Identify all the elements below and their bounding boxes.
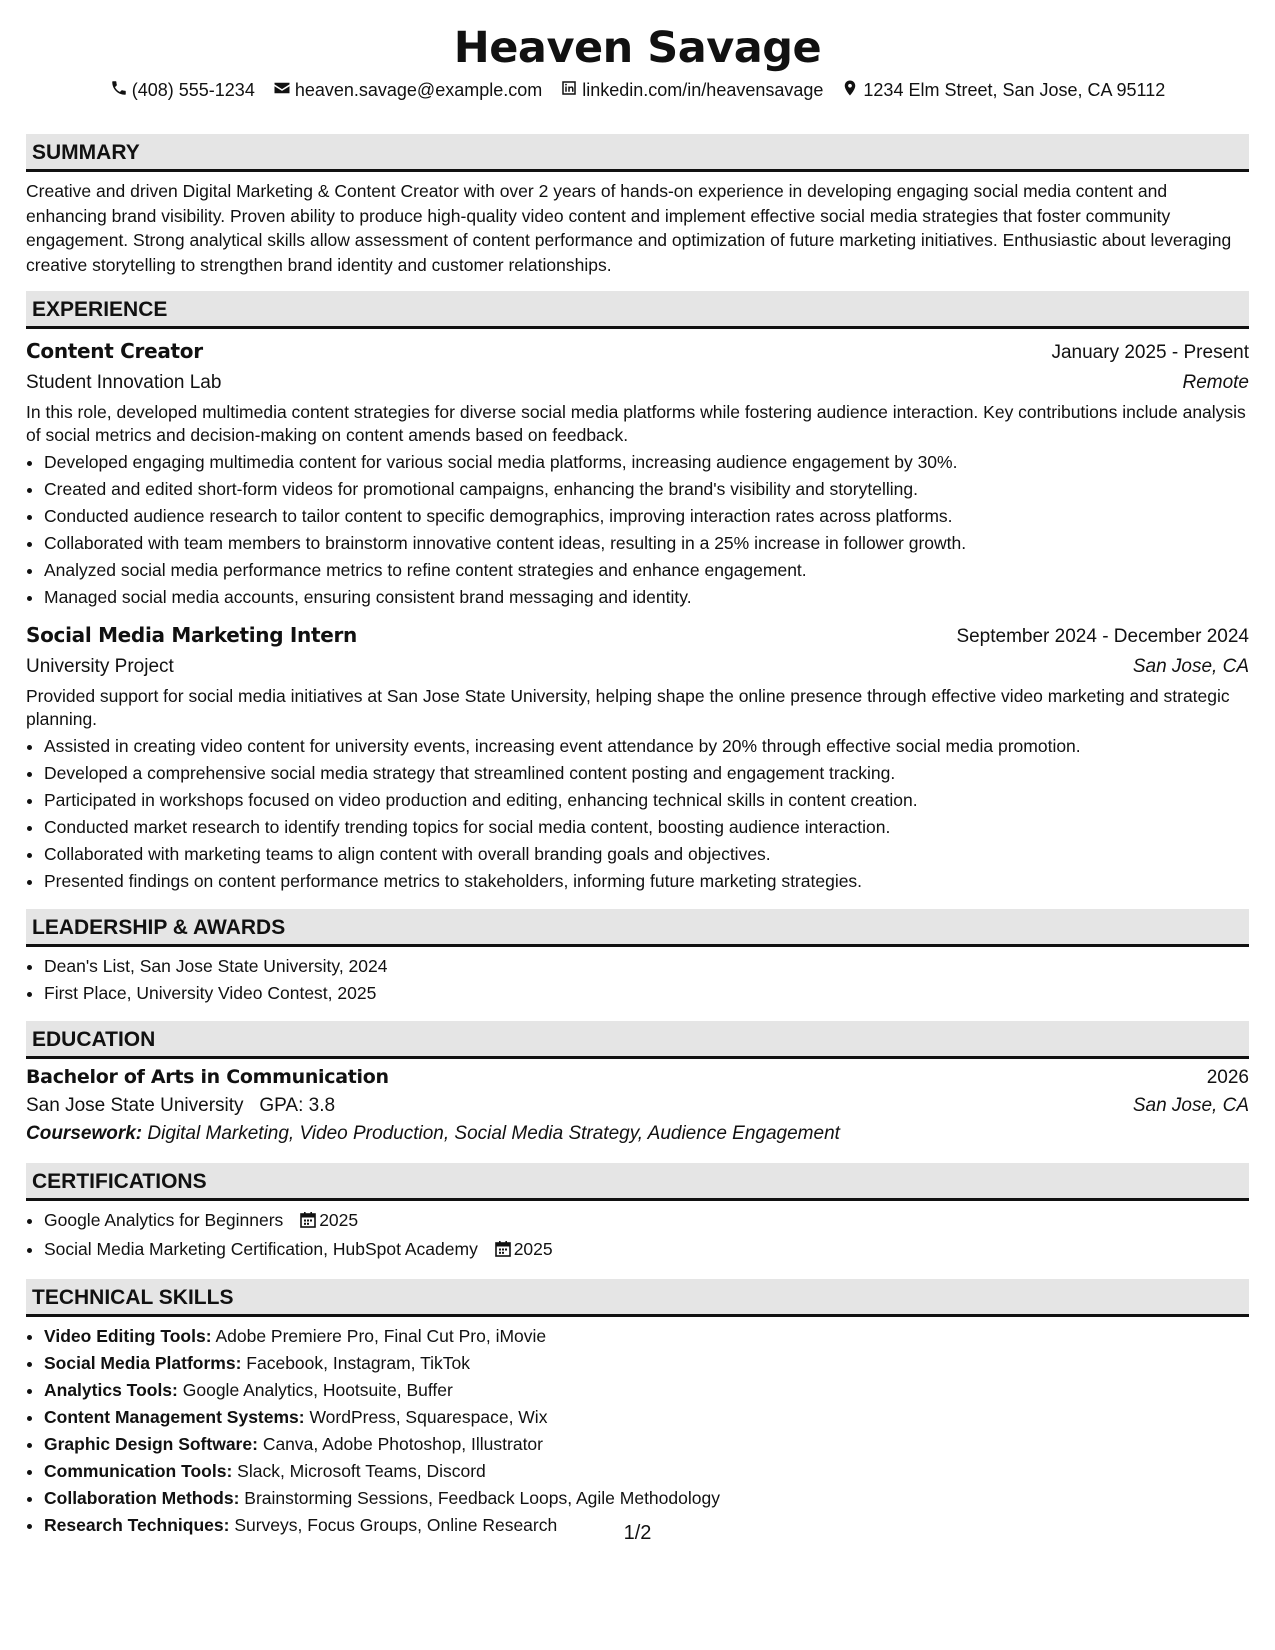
job-bullets <box>26 449 1249 611</box>
certification-name: Social Media Marketing Certification, HubSpot Academy <box>44 1239 478 1259</box>
address-text: 1234 Elm Street, San Jose, CA 95112 <box>863 79 1166 100</box>
list-item <box>44 1458 1249 1485</box>
section-heading-technical-skills: TECHNICAL SKILLS <box>26 1279 1249 1317</box>
summary-text: Creative and driven Digital Marketing & Content Creator with over 2 years of hands-on experience in developing engaging social media content and enhancing brand visibility. Proven ability to produce high-quality video content and implement effective social media strategies that foster community engagement. Strong analytical skills allow assessment of content performance and optimization of future marketing initiatives. Enthusiastic about leveraging creative storytelling to strengthen brand identity and customer relationships. <box>26 181 1232 275</box>
job-title: Content Creator <box>26 339 203 363</box>
envelope-icon <box>273 79 291 102</box>
list-item: • Dean's List, San Jose State University, 2024 <box>44 953 1249 980</box>
list-item: • Developed a comprehensive social media strategy that streamlined content posting and engagement tracking. <box>44 760 1249 787</box>
skill-value: Slack, Microsoft Teams, Discord <box>237 1461 486 1481</box>
list-item: • Assisted in creating video content for university events, increasing event attendance by 20% through effective social media promotion. <box>44 733 1249 760</box>
certification-year: 2025 <box>319 1210 359 1230</box>
job-entry <box>26 335 1249 611</box>
list-item <box>44 1377 1249 1404</box>
job-bullets <box>26 733 1249 895</box>
skill-label: Collaboration Methods: <box>44 1488 240 1508</box>
list-item: • Collaborated with marketing teams to align content with overall branding goals and objectives. <box>44 841 1249 868</box>
list-item: • Conducted audience research to tailor content to specific demographics, improving interaction rates across platforms. <box>44 503 1249 530</box>
section-heading-certifications: CERTIFICATIONS <box>26 1163 1249 1201</box>
gpa: GPA: 3.8 <box>259 1095 336 1116</box>
skill-value: Surveys, Focus Groups, Online Research <box>234 1515 558 1535</box>
certification-year: 2025 <box>513 1239 553 1259</box>
coursework-label: Coursework: <box>26 1123 143 1144</box>
phone-icon <box>110 79 128 102</box>
list-item <box>44 1236 1249 1265</box>
certification-name: Google Analytics for Beginners <box>44 1210 284 1230</box>
phone-text: (408) 555-1234 <box>131 79 255 100</box>
linkedin-icon <box>560 79 578 102</box>
certifications-list <box>26 1207 1249 1265</box>
resume-page <box>26 0 1249 1539</box>
skills-list <box>26 1323 1249 1539</box>
contact-address <box>841 79 1165 102</box>
linkedin-text: linkedin.com/in/heavensavage <box>582 79 824 100</box>
list-item <box>44 1404 1249 1431</box>
contact-email[interactable] <box>273 79 542 102</box>
section-heading-summary: SUMMARY <box>26 134 1249 172</box>
map-pin-icon <box>841 79 859 102</box>
section-heading-leadership: LEADERSHIP & AWARDS <box>26 909 1249 947</box>
skill-label: Graphic Design Software: <box>44 1434 258 1454</box>
skill-value: Facebook, Instagram, TikTok <box>246 1353 471 1373</box>
list-item <box>44 1350 1249 1377</box>
graduation-year: 2026 <box>1206 1067 1249 1088</box>
page-number: 1/2 <box>623 1522 652 1544</box>
skill-label: Communication Tools: <box>44 1461 233 1481</box>
skill-label: Social Media Platforms: <box>44 1353 242 1373</box>
skill-label: Content Management Systems: <box>44 1407 305 1427</box>
job-location: Remote <box>1182 372 1249 393</box>
list-item: • First Place, University Video Contest, 2025 <box>44 980 1249 1007</box>
list-item <box>44 1207 1249 1236</box>
skill-value: Adobe Premiere Pro, Final Cut Pro, iMovie <box>215 1326 547 1346</box>
job-organization: University Project <box>26 656 174 677</box>
candidate-name: Heaven Savage <box>453 23 822 73</box>
job-dates: January 2025 - Present <box>1051 342 1249 363</box>
job-description: In this role, developed multimedia content strategies for diverse social media platforms while fostering audience interaction. Key contributions include analysis of social metrics and decision-making on content amends based on feedback. <box>26 402 1246 445</box>
contact-linkedin[interactable] <box>560 79 823 102</box>
list-item: • Presented findings on content performance metrics to stakeholders, informing future marketing strategies. <box>44 868 1249 895</box>
section-heading-experience: EXPERIENCE <box>26 291 1249 329</box>
job-organization: Student Innovation Lab <box>26 372 222 393</box>
skill-label: Analytics Tools: <box>44 1380 178 1400</box>
job-dates: September 2024 - December 2024 <box>956 626 1249 647</box>
contact-phone[interactable] <box>110 79 255 102</box>
email-text: heaven.savage@example.com <box>294 79 543 100</box>
skill-value: WordPress, Squarespace, Wix <box>309 1407 548 1427</box>
school-name: San Jose State University <box>26 1095 244 1116</box>
list-item <box>44 1323 1249 1350</box>
calendar-icon <box>495 1238 511 1265</box>
section-heading-education: EDUCATION <box>26 1021 1249 1059</box>
skill-value: Brainstorming Sessions, Feedback Loops, Agile Methodology <box>244 1488 720 1508</box>
calendar-icon <box>300 1209 316 1236</box>
leadership-list <box>26 953 1249 1007</box>
coursework-text: Digital Marketing, Video Production, Social Media Strategy, Audience Engagement <box>147 1123 840 1144</box>
coursework <box>26 1123 1249 1145</box>
list-item: • Developed engaging multimedia content for various social media platforms, increasing audience engagement by 30%. <box>44 449 1249 476</box>
list-item: • Created and edited short-form videos for promotional campaigns, enhancing the brand's visibility and storytelling. <box>44 476 1249 503</box>
contact-bar <box>26 76 1249 104</box>
list-item <box>44 1485 1249 1512</box>
list-item: • Participated in workshops focused on video production and editing, enhancing technical skills in content creation. <box>44 787 1249 814</box>
job-location: San Jose, CA <box>1132 656 1249 677</box>
list-item: • Managed social media accounts, ensuring consistent brand messaging and identity. <box>44 584 1249 611</box>
job-description: Provided support for social media initiatives at San Jose State University, helping shape the online presence through effective video marketing and strategic planning. <box>26 686 1230 729</box>
skill-label: Research Techniques: <box>44 1515 230 1535</box>
list-item: • Collaborated with team members to brainstorm innovative content ideas, resulting in a 25% increase in follower growth. <box>44 530 1249 557</box>
school-location: San Jose, CA <box>1132 1095 1249 1116</box>
job-title: Social Media Marketing Intern <box>26 623 357 647</box>
skill-value: Canva, Adobe Photoshop, Illustrator <box>262 1434 543 1454</box>
job-entry <box>26 619 1249 895</box>
skill-label: Video Editing Tools: <box>44 1326 212 1346</box>
skill-value: Google Analytics, Hootsuite, Buffer <box>182 1380 453 1400</box>
degree-title: Bachelor of Arts in Communication <box>26 1066 389 1088</box>
list-item: • Analyzed social media performance metrics to refine content strategies and enhance engagement. <box>44 557 1249 584</box>
list-item <box>44 1431 1249 1458</box>
list-item: • Conducted market research to identify trending topics for social media content, boosting audience interaction. <box>44 814 1249 841</box>
